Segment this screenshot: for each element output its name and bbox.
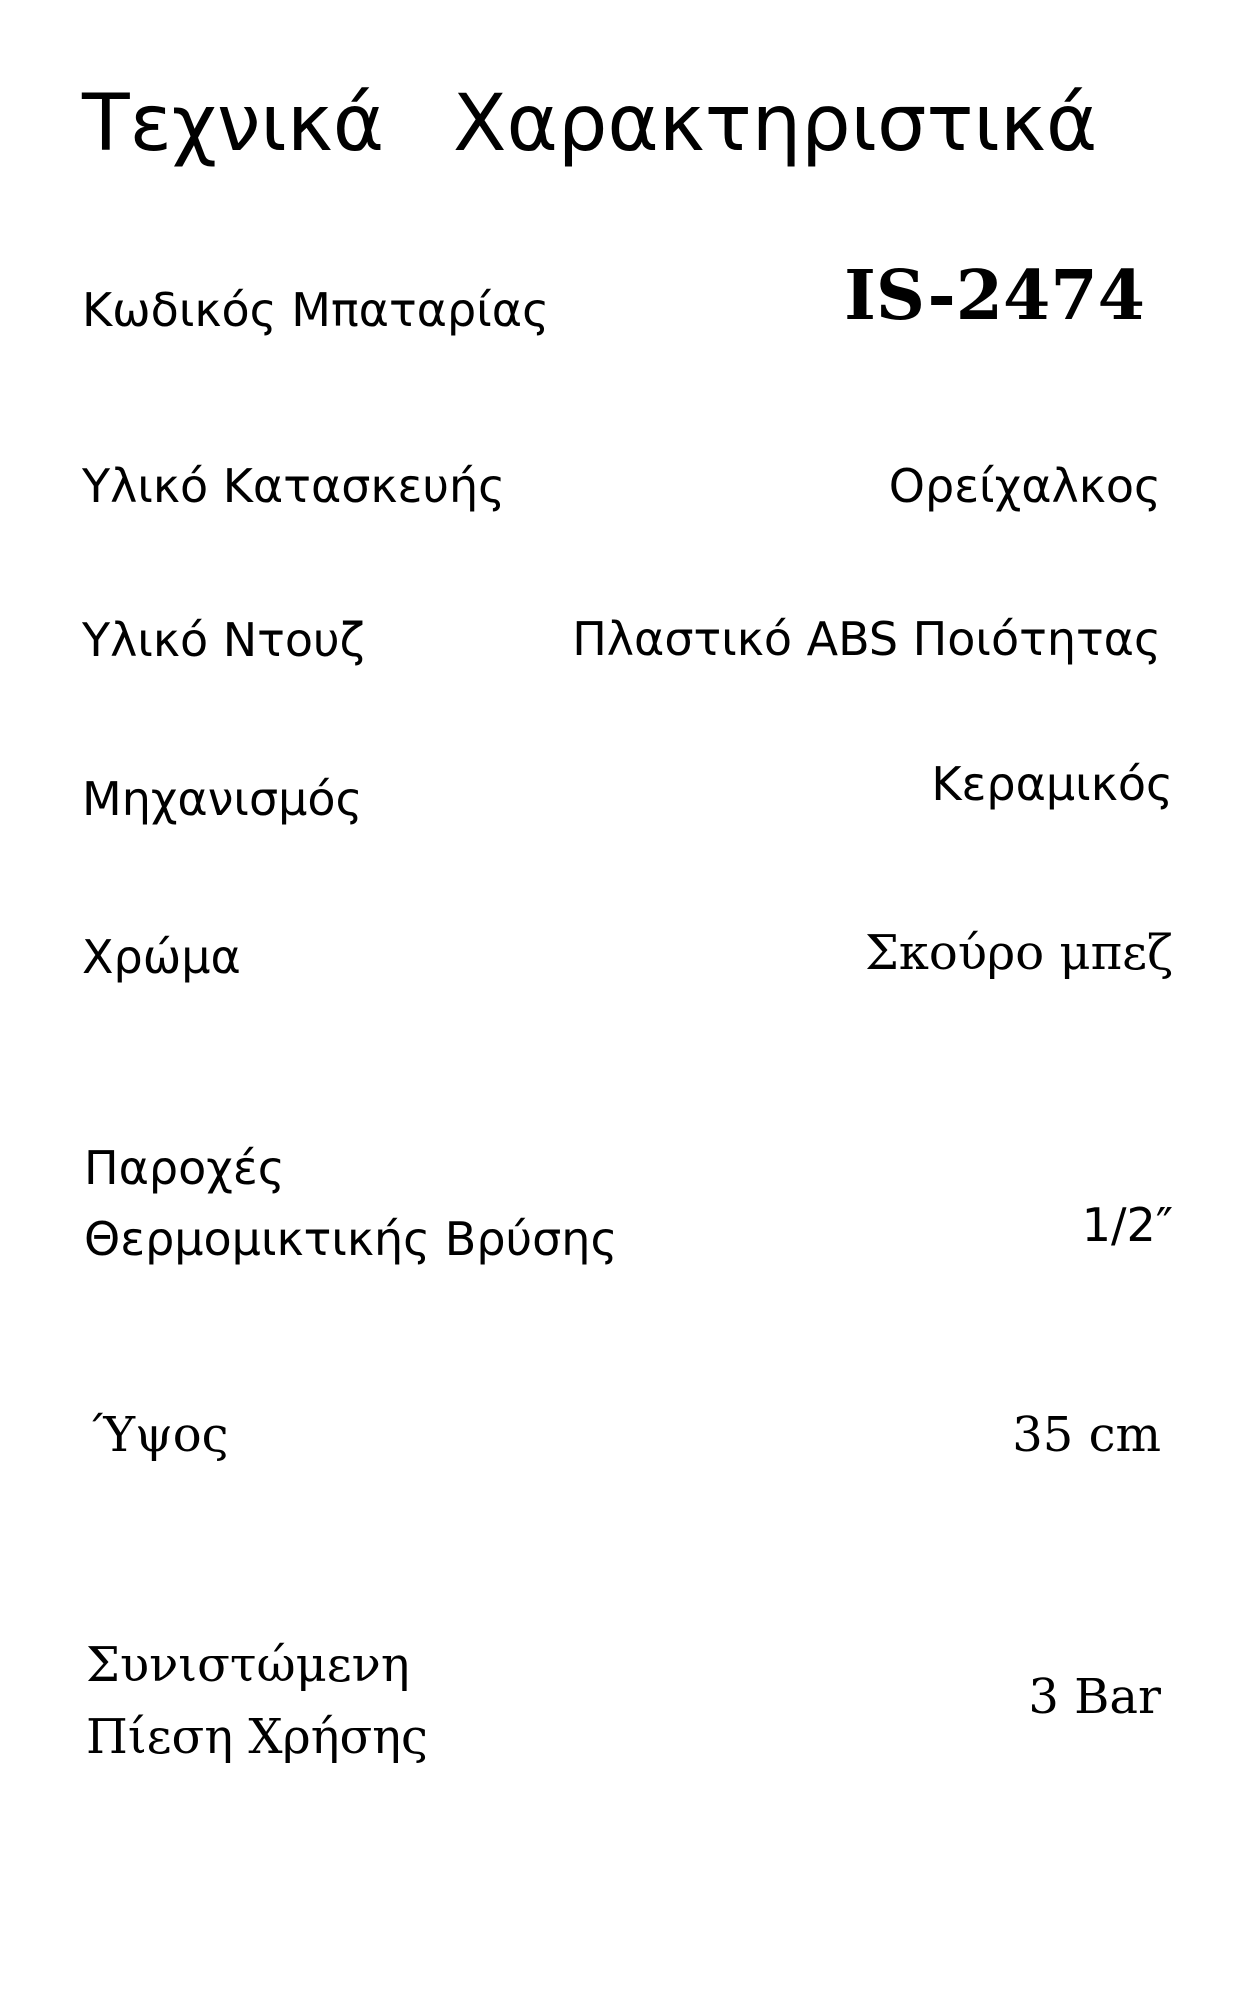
spec-value-shower-material: Πλαστικό ABS Ποιότητας: [572, 612, 1161, 666]
spec-value-color: Σκούρο μπεζ: [864, 925, 1173, 981]
spec-label-shower-material: Υλικό Ντουζ: [82, 613, 365, 667]
spec-value-code: IS-2474: [844, 256, 1145, 336]
spec-label-pressure: [86, 1629, 428, 1773]
spec-value-pressure: 3 Bar: [1028, 1669, 1161, 1725]
spec-label-code: Κωδικός Μπαταρίας: [82, 283, 550, 337]
spec-label-material: Υλικό Κατασκευής: [82, 459, 506, 513]
spec-label-supply-line2: Θερμομικτικής Βρύσης: [84, 1212, 618, 1266]
spec-label-color: Χρώμα: [82, 930, 241, 984]
spec-value-mechanism: Κεραμικός: [931, 757, 1173, 811]
spec-value-height: 35 cm: [1012, 1407, 1161, 1463]
spec-label-mechanism: Μηχανισμός: [82, 772, 363, 826]
spec-value-supply: 1/2″: [1081, 1198, 1173, 1252]
spec-label-pressure-line2: Πίεση Χρήσης: [86, 1709, 428, 1765]
spec-value-material: Ορείχαλκος: [888, 459, 1161, 513]
spec-label-supply-line1: Παροχές: [84, 1141, 285, 1195]
spec-label-pressure-line1: Συνιστώμενη: [86, 1637, 410, 1693]
spec-label-supply: [84, 1133, 617, 1275]
page-title: Τεχνικά Χαρακτηριστικά: [82, 79, 1098, 169]
spec-label-height: Ύψος: [92, 1407, 229, 1463]
